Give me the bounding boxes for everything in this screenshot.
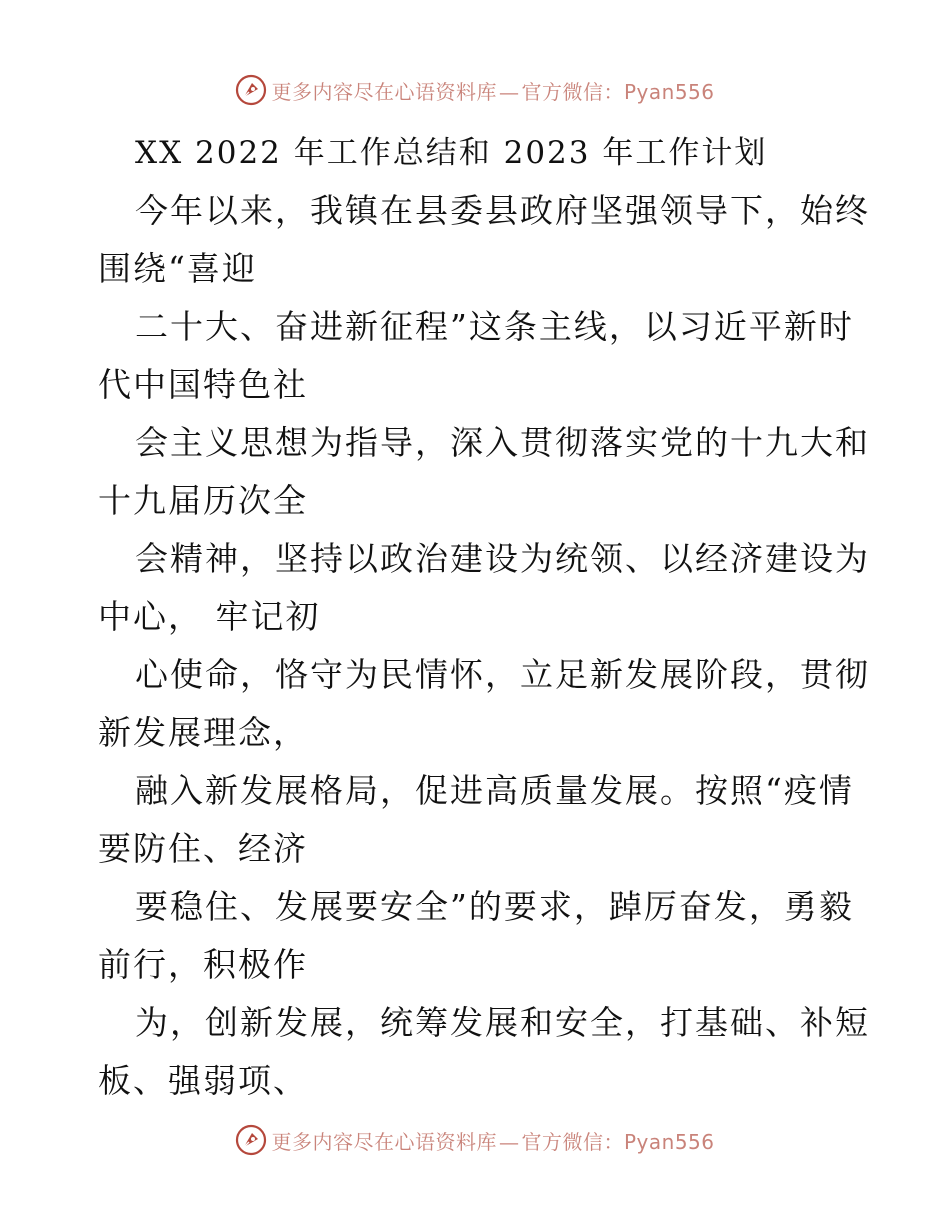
- paragraph-line: 要稳住、发展要安全”的要求，踔厉奋发，勇毅: [135, 887, 854, 926]
- watermark-separator: —: [498, 1129, 520, 1154]
- watermark-wechat-id: Pyan556: [623, 1129, 715, 1154]
- paragraph-line: 代中国特色社: [98, 365, 308, 404]
- paragraph-line: 今年以来，我镇在县委县政府坚强领导下，始终: [135, 191, 870, 230]
- watermark-banner-top: [0, 70, 950, 110]
- watermark-text: [271, 76, 714, 105]
- watermark-wechat-label: 官方微信：: [521, 1129, 624, 1154]
- paragraph-line: 会主义思想为指导，深入贯彻落实党的十九大和: [135, 423, 870, 462]
- paragraph-line: 十九届历次全: [98, 481, 308, 520]
- document-title: XX 2022 年工作总结和 2023 年工作计划: [135, 135, 768, 171]
- paragraph-line: 中心， 牢记初: [98, 597, 321, 636]
- watermark-main: 更多内容尽在心语资料库: [271, 79, 497, 104]
- paragraph-line: 会精神，坚持以政治建设为统领、以经济建设为: [135, 539, 870, 578]
- paragraph-line: 要防住、经济: [98, 829, 308, 868]
- watermark-wechat-id: Pyan556: [623, 79, 715, 104]
- paragraph-line: 前行，积极作: [98, 945, 308, 984]
- paragraph-line: 融入新发展格局，促进高质量发展。按照“疫情: [135, 771, 854, 810]
- paragraph-line: 为，创新发展，统筹发展和安全，打基础、补短: [135, 1003, 870, 1042]
- watermark-wechat-label: 官方微信：: [521, 79, 624, 104]
- watermark-main: 更多内容尽在心语资料库: [271, 1129, 497, 1154]
- watermark-banner-bottom: [0, 1120, 950, 1160]
- paragraph-line: 新发展理念，: [98, 713, 308, 752]
- paragraph-line: 板、强弱项、: [98, 1061, 308, 1100]
- paragraph-line: 心使命，恪守为民情怀，立足新发展阶段，贯彻: [135, 655, 870, 694]
- watermark-separator: —: [498, 79, 520, 104]
- watermark-text: [271, 1126, 714, 1155]
- paragraph-line: 围绕“喜迎: [98, 249, 257, 288]
- paragraph-line: 二十大、奋进新征程”这条主线，以习近平新时: [135, 307, 854, 346]
- pen-nib-logo-icon: [235, 1124, 267, 1156]
- document-body: [98, 124, 870, 1110]
- pen-nib-logo-icon: [235, 74, 267, 106]
